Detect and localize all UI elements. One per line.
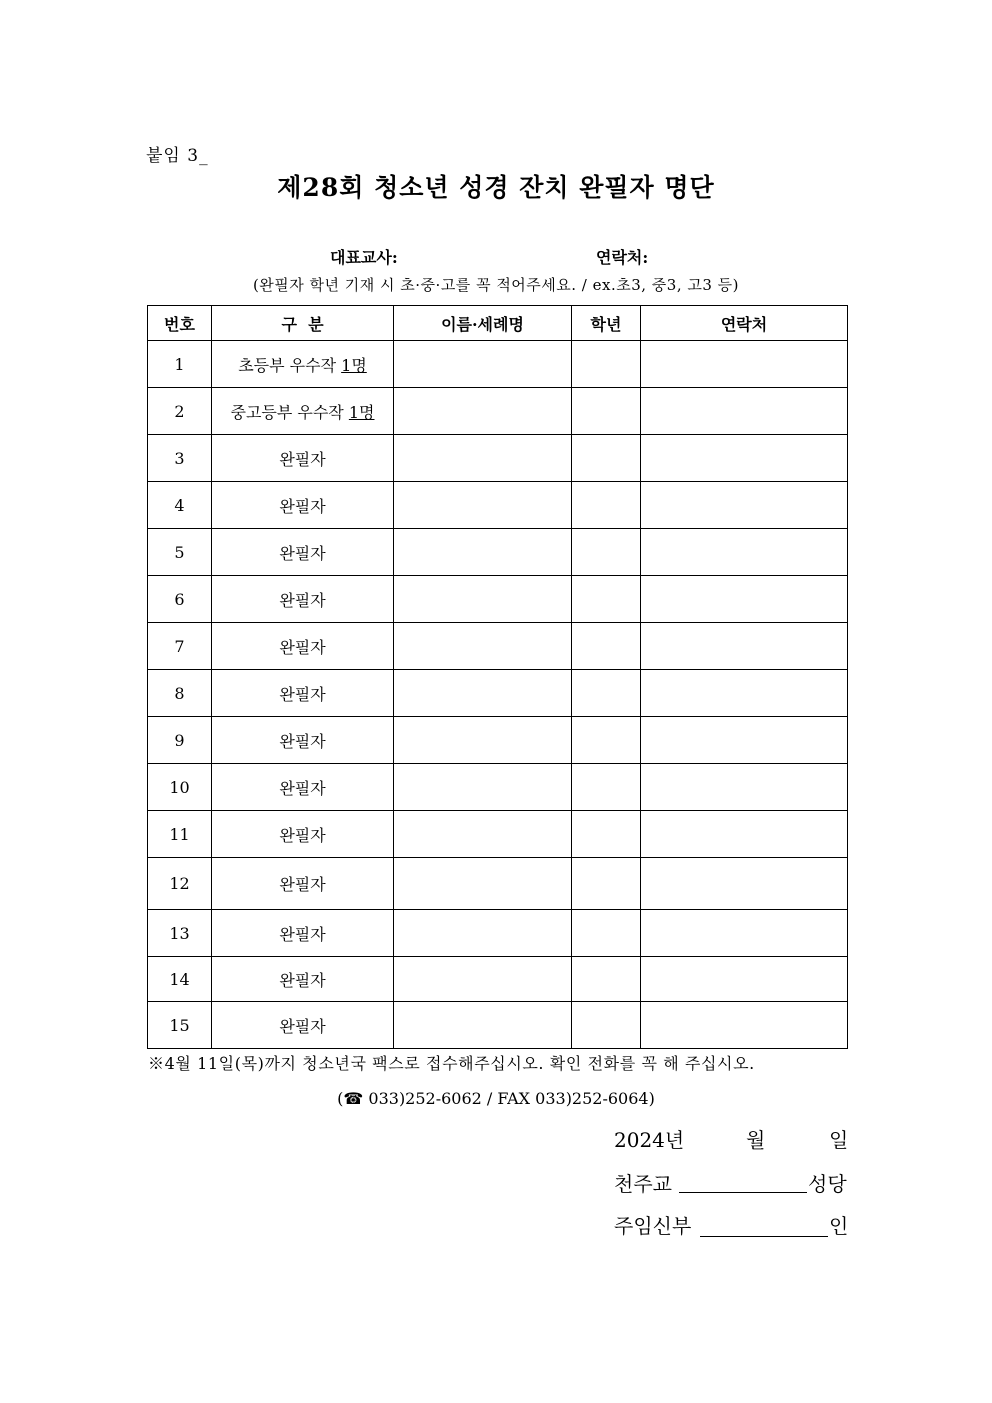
row-number: 13: [148, 910, 212, 957]
row-number: 7: [148, 623, 212, 670]
row-category: [212, 1002, 394, 1049]
row-category-count: 1명: [348, 402, 375, 422]
row-category: [212, 858, 394, 910]
name-cell[interactable]: [394, 576, 572, 623]
name-cell[interactable]: [394, 623, 572, 670]
row-number: 1: [148, 341, 212, 388]
name-cell[interactable]: [394, 858, 572, 910]
row-category-text: 완필자: [279, 731, 326, 751]
parish-blank-line: [679, 1192, 807, 1193]
grade-instruction: (완필자 학년 기재 시 초·중·고를 꼭 적어주세요. / ex.초3, 중3, 고3 등): [252, 276, 740, 294]
contact-cell[interactable]: [641, 529, 848, 576]
name-cell[interactable]: [394, 910, 572, 957]
table-row: [148, 670, 848, 717]
contact-cell[interactable]: [641, 388, 848, 435]
representative-label: 대표교사:: [330, 248, 398, 267]
row-category: [212, 341, 394, 388]
table-row: [148, 957, 848, 1002]
row-category: [212, 529, 394, 576]
header-grade: 학년: [572, 306, 641, 341]
row-number: 3: [148, 435, 212, 482]
grade-cell[interactable]: [572, 576, 641, 623]
name-cell[interactable]: [394, 717, 572, 764]
grade-cell[interactable]: [572, 957, 641, 1002]
name-cell[interactable]: [394, 811, 572, 858]
table-row: [148, 388, 848, 435]
table-row: [148, 529, 848, 576]
contact-cell[interactable]: [641, 811, 848, 858]
row-category-text: 완필자: [279, 449, 326, 469]
row-number: 10: [148, 764, 212, 811]
row-number: 9: [148, 717, 212, 764]
contact-cell[interactable]: [641, 764, 848, 811]
name-cell[interactable]: [394, 482, 572, 529]
row-number: 6: [148, 576, 212, 623]
contact-label: 연락처:: [596, 248, 649, 267]
table-row: [148, 623, 848, 670]
row-category-text: 중고등부 우수작: [230, 402, 349, 422]
row-category: [212, 957, 394, 1002]
table-row: [148, 764, 848, 811]
header-number: 번호: [148, 306, 212, 341]
parish-prefix: 천주교: [614, 1172, 672, 1196]
row-category-text: 초등부 우수작: [238, 355, 342, 375]
table-row: [148, 482, 848, 529]
table-header-row: [148, 306, 848, 341]
row-category: [212, 388, 394, 435]
grade-cell[interactable]: [572, 341, 641, 388]
phone-fax-line: (☎ 033)252-6062 / FAX 033)252-6064): [337, 1089, 655, 1108]
table-row: [148, 717, 848, 764]
row-number: 11: [148, 811, 212, 858]
name-cell[interactable]: [394, 341, 572, 388]
table-row: [148, 1002, 848, 1049]
row-number: 14: [148, 957, 212, 1002]
header-name: 이름·세례명: [394, 306, 572, 341]
row-category-text: 완필자: [279, 543, 326, 563]
submission-notice: ※4월 11일(목)까지 청소년국 팩스로 접수해주십시오. 확인 전화를 꼭 해 주십시오.: [148, 1054, 755, 1073]
grade-cell[interactable]: [572, 1002, 641, 1049]
roster-table: [147, 305, 848, 1049]
contact-cell[interactable]: [641, 341, 848, 388]
row-category: [212, 435, 394, 482]
header-category: 구 분: [212, 306, 394, 341]
page-title: 제28회 청소년 성경 잔치 완필자 명단: [277, 173, 715, 202]
row-category-text: 완필자: [279, 1016, 326, 1036]
name-cell[interactable]: [394, 388, 572, 435]
contact-cell[interactable]: [641, 623, 848, 670]
row-category: [212, 910, 394, 957]
row-category: [212, 623, 394, 670]
row-category-text: 완필자: [279, 496, 326, 516]
date-month: 월: [746, 1128, 766, 1152]
name-cell[interactable]: [394, 435, 572, 482]
row-number: 8: [148, 670, 212, 717]
name-cell[interactable]: [394, 670, 572, 717]
name-cell[interactable]: [394, 529, 572, 576]
row-category-text: 완필자: [279, 924, 326, 944]
row-category-text: 완필자: [279, 778, 326, 798]
contact-cell[interactable]: [641, 576, 848, 623]
contact-cell[interactable]: [641, 957, 848, 1002]
grade-cell[interactable]: [572, 670, 641, 717]
attachment-label: 붙임 3_: [146, 146, 209, 166]
row-category: [212, 811, 394, 858]
row-number: 12: [148, 858, 212, 910]
row-category-text: 완필자: [279, 590, 326, 610]
table-row: [148, 576, 848, 623]
row-category: [212, 764, 394, 811]
row-number: 4: [148, 482, 212, 529]
grade-cell[interactable]: [572, 435, 641, 482]
row-number: 15: [148, 1002, 212, 1049]
row-category-text: 완필자: [279, 875, 326, 894]
contact-cell[interactable]: [641, 858, 848, 910]
name-cell[interactable]: [394, 957, 572, 1002]
table-row: [148, 811, 848, 858]
row-category-text: 완필자: [279, 637, 326, 657]
date-day: 일: [829, 1128, 849, 1152]
table-row: [148, 435, 848, 482]
header-contact: 연락처: [641, 306, 848, 341]
contact-cell[interactable]: [641, 1002, 848, 1049]
contact-cell[interactable]: [641, 435, 848, 482]
grade-cell[interactable]: [572, 529, 641, 576]
row-category-text: 완필자: [279, 970, 326, 990]
table-row: [148, 858, 848, 910]
contact-cell[interactable]: [641, 482, 848, 529]
row-number: 2: [148, 388, 212, 435]
grade-cell[interactable]: [572, 388, 641, 435]
row-category: [212, 482, 394, 529]
row-category-text: 완필자: [279, 684, 326, 704]
grade-cell[interactable]: [572, 717, 641, 764]
row-category: [212, 576, 394, 623]
date-year: 2024년: [614, 1128, 685, 1152]
name-cell[interactable]: [394, 764, 572, 811]
grade-cell[interactable]: [572, 764, 641, 811]
contact-cell[interactable]: [641, 717, 848, 764]
row-category-count: 1명: [341, 355, 367, 375]
table-row: [148, 910, 848, 957]
grade-cell[interactable]: [572, 910, 641, 957]
table-row: [148, 341, 848, 388]
row-number: 5: [148, 529, 212, 576]
row-category-text: 완필자: [279, 825, 326, 845]
grade-cell[interactable]: [572, 858, 641, 910]
priest-blank-line: [700, 1236, 828, 1237]
grade-cell[interactable]: [572, 811, 641, 858]
contact-cell[interactable]: [641, 910, 848, 957]
parish-suffix: 성당: [808, 1172, 847, 1196]
contact-cell[interactable]: [641, 670, 848, 717]
grade-cell[interactable]: [572, 623, 641, 670]
row-category: [212, 717, 394, 764]
name-cell[interactable]: [394, 1002, 572, 1049]
grade-cell[interactable]: [572, 482, 641, 529]
row-category: [212, 670, 394, 717]
priest-prefix: 주임신부: [614, 1214, 692, 1238]
priest-suffix: 인: [829, 1214, 849, 1238]
